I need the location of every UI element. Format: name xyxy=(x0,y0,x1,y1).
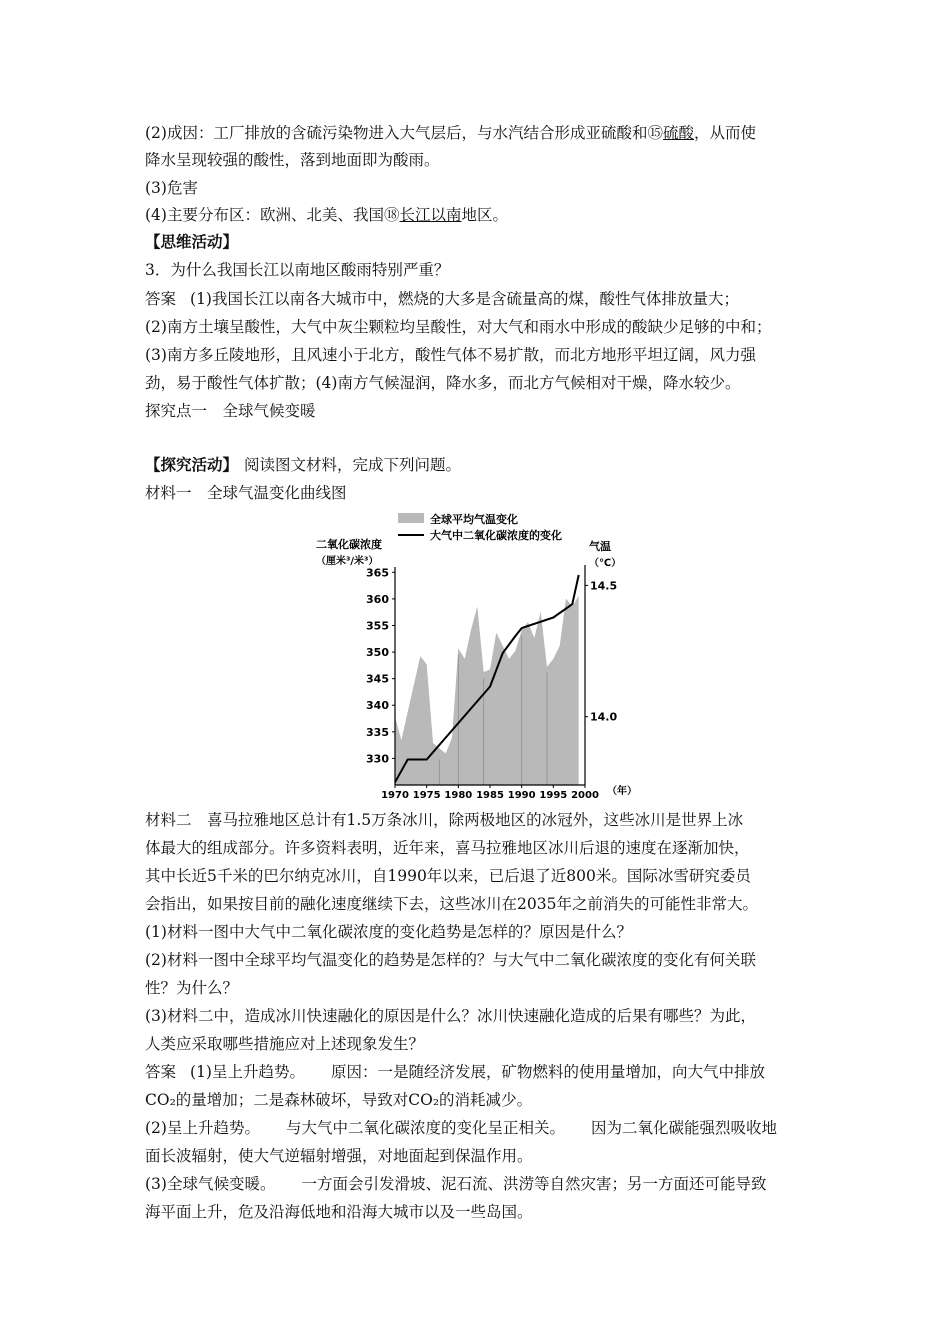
text-span: 地区。 xyxy=(461,206,508,224)
x-tick-label-4: 1990 xyxy=(507,790,536,800)
explore-activity xyxy=(145,453,461,477)
distribution-line xyxy=(145,203,508,227)
text-span: 与大气中二氧化碳浓度的变化呈正相关。 xyxy=(285,1119,565,1137)
answer-label: 答案 xyxy=(145,1063,177,1081)
y-left-tick-label-7: 330 xyxy=(366,752,389,766)
text-span: (4)主要分布区：欧洲、北美、我国⑱ xyxy=(145,206,400,224)
y-left-unit: （厘米³/米³） xyxy=(316,556,379,567)
x-tick-label-0: 1970 xyxy=(381,790,409,800)
question-2-line-1: (2)材料一图中全球平均气温变化的趋势是怎样的？与大气中二氧化碳浓度的变化有何关联 xyxy=(145,951,756,969)
harm-line: (3)危害 xyxy=(145,179,198,197)
answer-label: 答案 xyxy=(145,290,177,308)
material-2-line-1: 材料二 喜马拉雅地区总计有1.5万条冰川，除两极地区的冰冠外，这些冰川是世界上冰 xyxy=(145,811,744,829)
material-1-caption: 材料一 全球气温变化曲线图 xyxy=(145,484,347,502)
text-span: 因为二氧化碳能强烈吸收地 xyxy=(590,1119,777,1137)
answers-line-4: 面长波辐射，使大气逆辐射增强，对地面起到保温作用。 xyxy=(145,1147,533,1165)
material-2-line-3: 其中长近5千米的巴尔纳克冰川，自1990年以来，已后退了近800米。国际冰雪研究委员 xyxy=(145,867,751,885)
y-left-tick-label-2: 355 xyxy=(366,619,389,633)
x-axis-unit: （年） xyxy=(607,786,637,797)
question-2-line-2: 性？为什么？ xyxy=(145,979,239,997)
y-left-tick-label-5: 340 xyxy=(366,699,389,713)
text-span: 原因：一是随经济发展，矿物燃料的使用量增加，向大气中排放 xyxy=(330,1063,765,1081)
material-2-line-4: 会指出，如果按目前的融化速度继续下去，这些冰川在2035年之前消失的可能性非常大。 xyxy=(145,895,758,913)
answer-line-4: 劲，易于酸性气体扩散；(4)南方气候湿润，降水多，而北方气候相对干燥，降水较少。 xyxy=(145,374,741,392)
y-left-tick-label-4: 345 xyxy=(366,672,389,686)
explore-point-title: 探究点一 全球气候变暖 xyxy=(145,402,316,420)
question-3-line-1: (3)材料二中，造成冰川快速融化的原因是什么？冰川快速融化造成的后果有哪些？为此， xyxy=(145,1007,756,1025)
answers-line-5 xyxy=(145,1172,766,1196)
question-3-line-2: 人类应采取哪些措施应对上述现象发生？ xyxy=(145,1035,425,1053)
text-span: 阅读图文材料，完成下列问题。 xyxy=(244,456,462,474)
text-span: ，从而使 xyxy=(693,124,756,142)
answer-line-2: (2)南方土壤呈酸性，大气中灰尘颗粒均呈酸性，对大气和雨水中形成的酸缺少足够的中和； xyxy=(145,318,772,336)
chart-legend xyxy=(398,512,562,542)
thinking-heading: 【思维活动】 xyxy=(145,232,239,251)
text-span: (1)我国长江以南各大城市中，燃烧的大多是含硫量高的煤，酸性气体排放量大； xyxy=(190,290,739,308)
y-left-label: 二氧化碳浓度 xyxy=(316,538,382,551)
question-1: (1)材料一图中大气中二氧化碳浓度的变化趋势是怎样的？原因是什么？ xyxy=(145,923,632,941)
x-tick-label-1: 1975 xyxy=(412,790,441,800)
text-span: (2)成因：工厂排放的含硫污染物进入大气层后，与水汽结合形成亚硫酸和⑮ xyxy=(145,124,663,142)
y-left-tick-label-0: 365 xyxy=(366,566,389,580)
text-span: (1)呈上升趋势。 xyxy=(190,1063,305,1081)
y-right-tick-label-0: 14.5 xyxy=(590,579,618,593)
answers-line-6: 海平面上升，危及沿海低地和沿海大城市以及一些岛国。 xyxy=(145,1203,533,1221)
question-3: 3．为什么我国长江以南地区酸雨特别严重？ xyxy=(145,261,450,279)
legend-label-co2: 大气中二氧化碳浓度的变化 xyxy=(430,529,562,542)
cause-line-2: 降水呈现较强的酸性，落到地面即为酸雨。 xyxy=(145,151,440,169)
legend-swatch-temperature xyxy=(398,513,424,523)
answers-line-1 xyxy=(145,1060,765,1084)
y-right-unit: （℃） xyxy=(589,558,622,569)
answers-line-3 xyxy=(145,1116,777,1140)
x-tick-label-3: 1985 xyxy=(476,790,504,800)
text-span: (2)呈上升趋势。 xyxy=(145,1119,260,1137)
cause-line-1 xyxy=(145,121,756,145)
x-tick-label-2: 1980 xyxy=(444,790,473,800)
legend-label-temperature: 全球平均气温变化 xyxy=(430,513,518,526)
activity-tag: 【探究活动】 xyxy=(145,455,239,474)
x-tick-label-5: 1995 xyxy=(539,790,568,800)
text-span: (3)全球气候变暖。 xyxy=(145,1175,276,1193)
x-tick-label-6: 2000 xyxy=(571,790,599,800)
answer-line-1 xyxy=(145,287,739,311)
climate-chart xyxy=(310,505,640,800)
underlined-answer: 长江以南 xyxy=(399,206,462,224)
answers-line-2: CO₂的量增加；二是森林破坏，导致对CO₂的消耗减少。 xyxy=(145,1091,533,1109)
y-left-tick-label-1: 360 xyxy=(366,592,389,606)
text-span: 一方面会引发滑坡、泥石流、洪涝等自然灾害；另一方面还可能导致 xyxy=(301,1175,767,1193)
y-right-label: 气温 xyxy=(589,540,611,553)
plot-area xyxy=(366,565,617,800)
y-right-tick-label-1: 14.0 xyxy=(590,710,618,724)
y-left-tick-label-6: 335 xyxy=(366,725,389,739)
y-left-tick-label-3: 350 xyxy=(366,646,389,660)
answer-line-3: (3)南方多丘陵地形，且风速小于北方，酸性气体不易扩散，而北方地形平坦辽阔，风力强 xyxy=(145,346,756,364)
material-2-line-2: 体最大的组成部分。许多资料表明，近年来，喜马拉雅地区冰川后退的速度在逐渐加快， xyxy=(145,839,750,857)
underlined-answer: 硫酸 xyxy=(662,124,694,142)
